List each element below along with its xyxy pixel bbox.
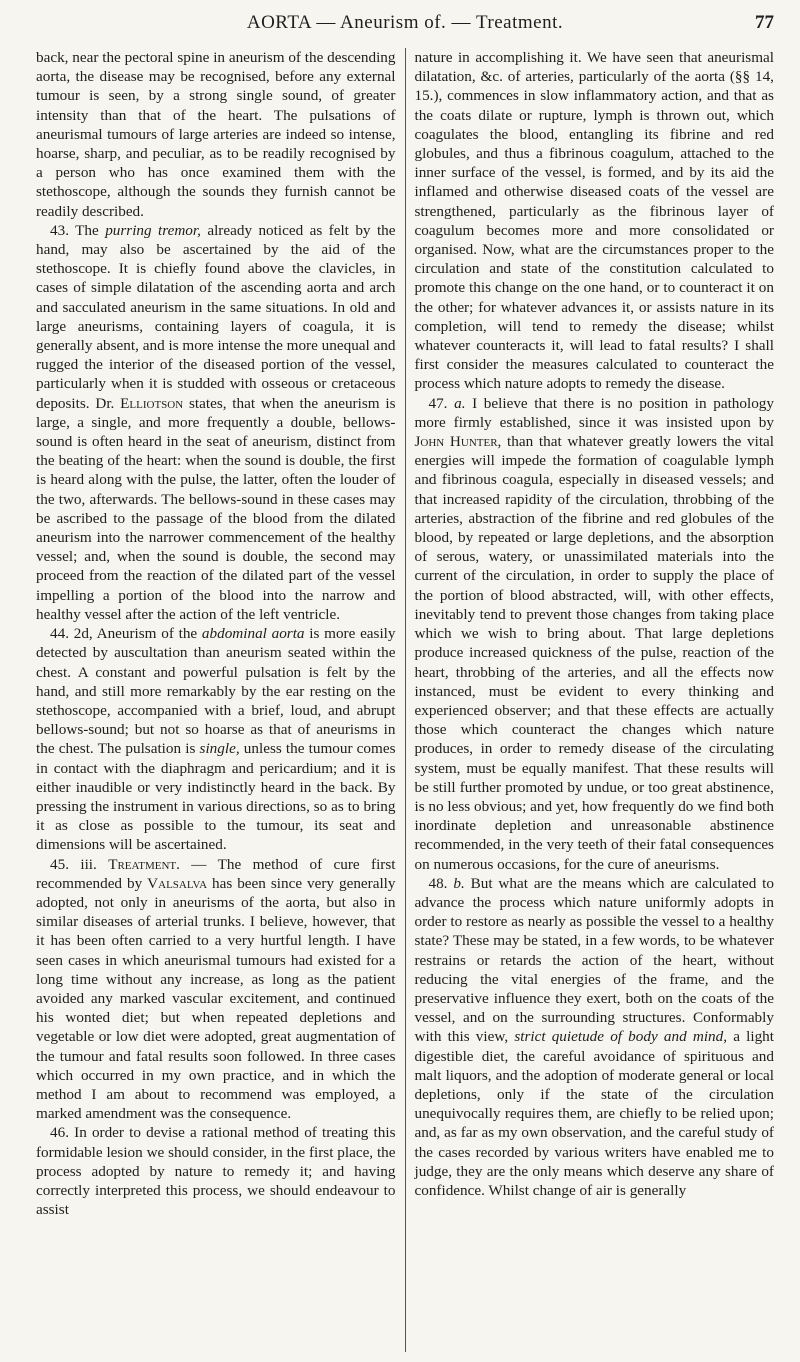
paragraph-44: 44. 2d, Aneurism of the abdominal aorta is more easily detected by auscultation than aneurism seated within the chest. A constant and powerful pulsation is felt by the hand, and still more remarkably by the ear resting on the stethoscope, accompanied with a brief, loud, and abrupt bellows-sound; but not so hoarse as that of aneurisms in the chest. The pulsation is single, unless the tumour comes in contact with the diaphragm and pericardium; and it is either inaudible or very indistinctly heard in the back. By pressing the instrument in various directions, so as to bring it as close as possible to the tumour, its seat and dimensions will be ascertained.	[36, 625, 396, 854]
paragraph-42-continued: back, near the pectoral spine in aneurism of the descending aorta, the disease may be recognised, before any external tumour is seen, by a strong single sound, of greater intensity than that of the heart. The pulsations of aneurismal tumours of large arteries are indeed so intense, hoarse, sharp, and peculiar, as to be readily recognised by a person who has once examined them with the stethoscope, although the sounds they furnish cannot be readily described.	[36, 49, 396, 220]
page-number: 77	[755, 12, 774, 33]
text-columns	[36, 48, 774, 1352]
paragraph-48: 48. b. But what are the means which are calculated to advance the process which nature uniformly adopts in order to restore as nearly as possible the vessel to a healthy state? These may be stated, in a few words, to be whatever restrains or retards the action of the heart, without reducing the vital energies of the frame, and the preservative influence they exert, both on the coats of the vessel, and on the surrounding structures. Conformably with this view, strict quietude of body and mind, a light digestible diet, the careful avoidance of spirituous and malt liquors, and the adoption of moderate general or local depletions, only if the state of the circulation unequivocally requires them, are chiefly to be relied upon; and, as far as my own observation, and the careful study of the cases recorded by various writers have enabled me to judge, they are the only means which deserve any share of confidence. Whilst change of air is generally	[414, 874, 774, 1199]
paragraph-46-continued: nature in accomplishing it. We have seen that aneurismal dilatation, &c. of arteries, particularly of the aorta (§§ 14, 15.), commences in slow inflammatory action, and that as the coats dilate or rupture, lymph is thrown out, which coagulates the blood, entangling its fibrine and red globules, and thus a fibrinous coagulum, attached to the inner surface of the vessel, is formed, and by its aid the inflamed and otherwise diseased coats of the vessel are strengthened, particularly as the fibrinous layer of coagulum becomes more and more consolidated or organised. Now, what are the circumstances proper to the circulation and state of the constitution calculated to promote this change on the one hand, or to counteract it on the other; for whatever advances it, or assists nature in its completion, will tend to remedy the disease; whilst whatever counteracts it, will lead to fatal results? I shall first consider the measures calculated to counteract the process which nature adopts to remedy the disease.	[414, 49, 774, 393]
paragraph-43: 43. The purring tremor, already noticed as felt by the hand, may also be ascertained by the aid of the stethoscope. It is chiefly found above the clavicles, in cases of simple dilatation of the ascending aorta and arch and sacculated aneurism in the same situations. In old and large aneurisms, containing layers of coagula, it is generally absent, and is more intense the more unequal and rugged the interior of the diseased portion of the vessel, particularly when it is studded with osseous or cretaceous deposits. Dr. Elliotson states, that when the aneurism is large, a single, and more frequently a double, bellows-sound is often heard in the seat of aneurism, distinct from the beating of the heart: when the sound is double, the first is heard along with the pulse, the latter, often the louder of the two, afterwards. The bellows-sound in these cases may be ascribed to the passage of the blood from the dilated aneurism into the narrower commencement of the healthy vessel; and, when the sound is double, the second may proceed from the reaction of the dilated part of the vessel impelling a portion of the blood into the narrow and healthy vessel after the action of the left ventricle.	[36, 221, 396, 623]
right-column	[414, 48, 774, 1352]
header	[36, 12, 774, 38]
paragraph-46: 46. In order to devise a rational method of treating this formidable lesion we should consider, in the first place, the process adopted by nature to remedy it; and having correctly interpreted this process, we should endeavour to assist	[36, 1124, 396, 1219]
paragraph-45: 45. iii. Treatment. — The method of cure first recommended by Valsalva has been since very generally adopted, not only in aneurisms of the aorta, but also in similar diseases of arterial trunks. I believe, however, that it has been often carried to a very hurtful length. I have seen cases in which aneurismal tumours had existed for a long time without any increase, as long as the patient avoided any marked vascular excitement, and continued his wonted diet; but when repeated depletions and vegetable or low diet were adopted, great augmentation of the tumour and fatal results soon followed. In three cases which occurred in my own practice, and in which the method I am about to recommend was employed, a marked amendment was the consequence.	[36, 855, 396, 1123]
left-column	[36, 48, 396, 1352]
paragraph-47: 47. a. I believe that there is no position in pathology more firmly established, since it was insisted upon by John Hunter, than that whatever greatly lowers the vital energies will impede the formation of coagulable lymph and fibrinous coagula, especially in diseased vessels; and that increased rapidity of the circulation, throbbing of the arteries, abstraction of the fibrine and red globules of the blood, by repeated or large depletions, and the absorption of serous, watery, or unassimilated materials into the current of the circulation, in order to supply the place of the portion of blood abstracted, will, with other effects, inevitably tend to prevent those changes from taking place which we wish to bring about. That large depletions produce increased quickness of the pulse, reaction of the heart, throbbing of the arteries, and all the effects now instanced, must be evident to every thinking and experienced observer; and that these effects are actually those which counteract the changes which nature produces, in order to remedy disease of the circulating system, must be equally manifest. That these results will be still further promoted by undue, or too great abstinence, is no less obvious; and yet, how frequently do we find both inordinate depletion and unreasonable abstinence recommended, in the very teeth of their fatal consequences on numerous occasions, for the cure of aneurisms.	[414, 394, 774, 873]
running-head: AORTA — Aneurism of. — Treatment.	[246, 12, 564, 33]
column-divider	[405, 48, 406, 1352]
